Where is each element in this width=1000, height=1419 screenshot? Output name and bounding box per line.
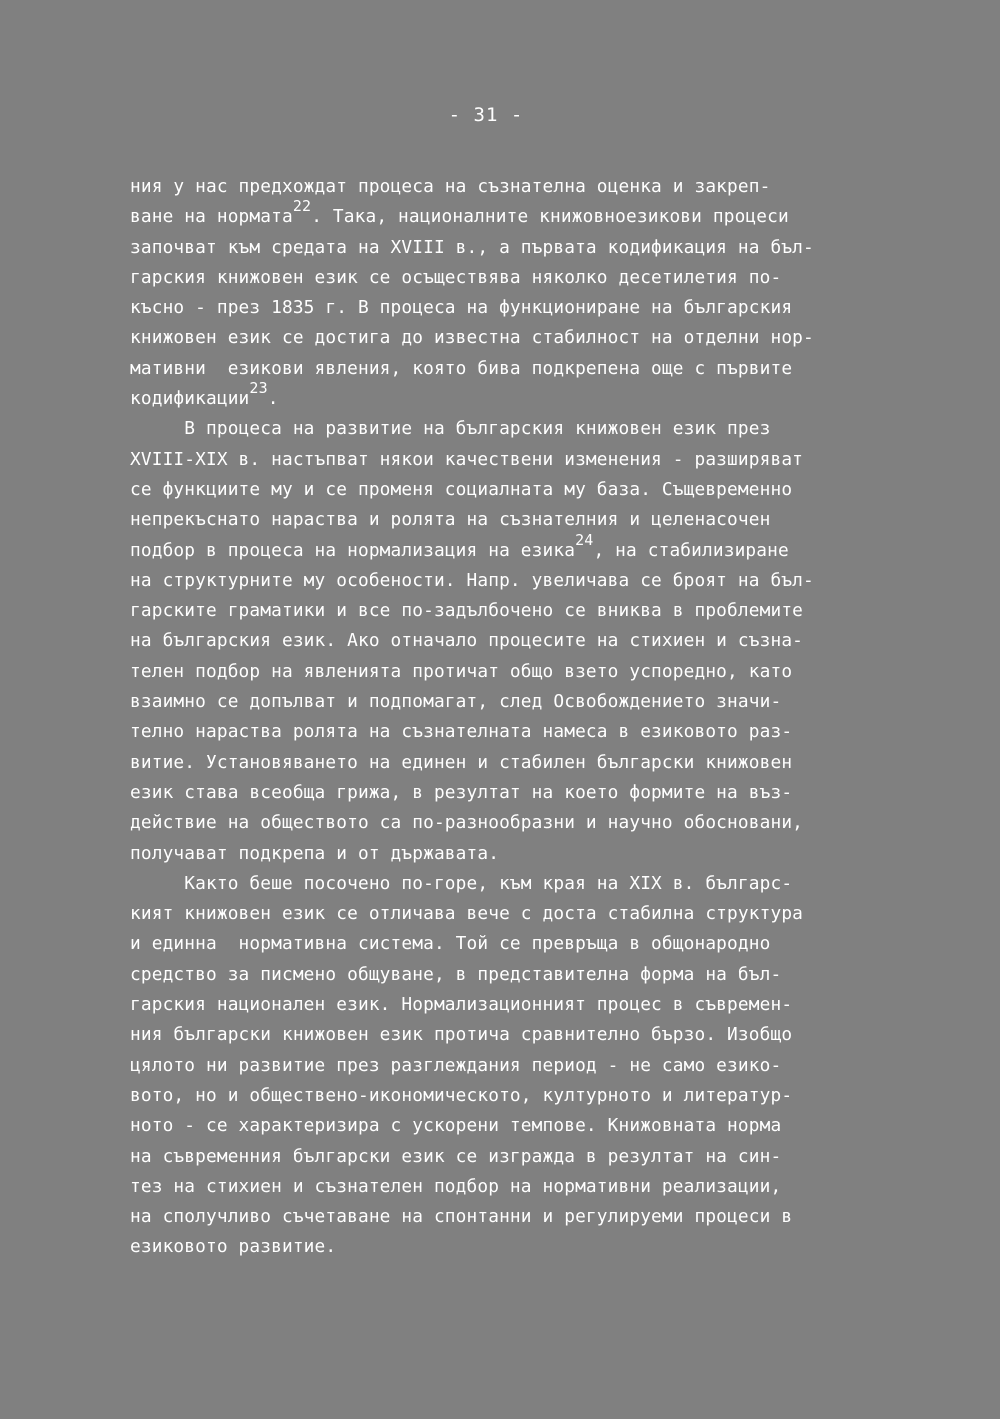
- text-line: цялото ни развитие през разглеждания период - не само езико-: [130, 1054, 782, 1076]
- text-line: гарските граматики и все по-задълбочено се вниква в проблемите: [130, 600, 804, 622]
- text-line: телен подбор на явленията протичат общо взето успоредно, като: [130, 660, 793, 682]
- text-line: действие на обществото са по-разнообразни и научно обосновани,: [130, 812, 804, 834]
- text-line: езиковото развитие.: [130, 1236, 337, 1258]
- text-line: тез на стихиен и съзнателен подбор на нормативни реализации,: [130, 1175, 782, 1197]
- text-line: кият книжовен език се отличава вече с доста стабилна структура: [130, 903, 804, 925]
- text-line: кодификации$^{23}$.: [130, 379, 279, 410]
- text-line: на съвременния български език се изгражда в резултат на син-: [130, 1145, 782, 1167]
- text-line: витие. Установяването на единен и стабилен български книжовен: [130, 751, 793, 773]
- text-line: Както беше посочено по-горе, към края на XIX в. българс-: [130, 872, 793, 894]
- text-line: В процеса на развитие на българския книжовен език през: [130, 418, 771, 440]
- text-line: ния у нас предхождат процеса на съзнателна оценка и закреп-: [130, 176, 771, 197]
- text-line: на структурните му особености. Напр. увеличава се броят на бъл-: [130, 569, 814, 591]
- text-line: късно - през 1835 г. В процеса на функциониране на българския: [130, 297, 793, 319]
- footnote-ref: 23: [249, 379, 268, 398]
- text-line: език става всеобща грижа, в резултат на което формите на въз-: [130, 781, 793, 803]
- text-line: получават подкрепа и от държавата.: [130, 842, 500, 864]
- text-line: мативни езикови явления, която бива подкрепена още с първите: [130, 357, 793, 379]
- footnote-ref: 24: [575, 530, 594, 549]
- text-line: ния български книжовен език протича сравнително бързо. Изобщо: [130, 1024, 793, 1046]
- body-text: [130, 172, 900, 1263]
- text-line: на българския език. Ако отначало процесите на стихиен и съзна-: [130, 630, 804, 652]
- page-number: - 31 -: [448, 104, 524, 126]
- text-line: започват към средата на XVIII в., а първата кодификация на бъл-: [130, 236, 814, 258]
- text-line: книжовен език се достига до известна стабилност на отделни нор-: [130, 327, 814, 349]
- footnote-ref: 22: [292, 197, 312, 216]
- text-line: подбор в процеса на нормализация на езика$^{24}$, на стабилизиране: [130, 530, 789, 561]
- text-line: ване на нормата$^{22}$. Така, националните книжовноезикови процеси: [130, 197, 789, 228]
- text-line: вото, но и обществено-икономическото, културното и литератур-: [130, 1084, 793, 1106]
- text-line: ното - се характеризира с ускорени темпове. Книжовната норма: [130, 1115, 782, 1137]
- text-line: XVIII-XIX в. настъпват някои качествени изменения - разширяват: [130, 448, 804, 470]
- text-line: телно нараства ролята на съзнателната намеса в езиковото раз-: [130, 721, 793, 743]
- text-line: и единна нормативна система. Той се превръща в общонародно: [130, 933, 771, 955]
- text-line: средство за писмено общуване, в представителна форма на бъл-: [130, 963, 782, 985]
- text-line: се функциите му и се променя социалната му база. Същевременно: [130, 478, 793, 500]
- text-line: гарския книжовен език се осъществява няколко десетилетия по-: [130, 266, 782, 288]
- text-line: взаимно се допълват и подпомагат, след Освобождението значи-: [130, 691, 782, 713]
- text-line: непрекъснато нараства и ролята на съзнателния и целенасочен: [130, 509, 771, 531]
- text-line: гарския национален език. Нормализационният процес в съвремен-: [130, 994, 793, 1016]
- text-line: на сполучливо съчетаване на спонтанни и регулируеми процеси в: [130, 1206, 793, 1228]
